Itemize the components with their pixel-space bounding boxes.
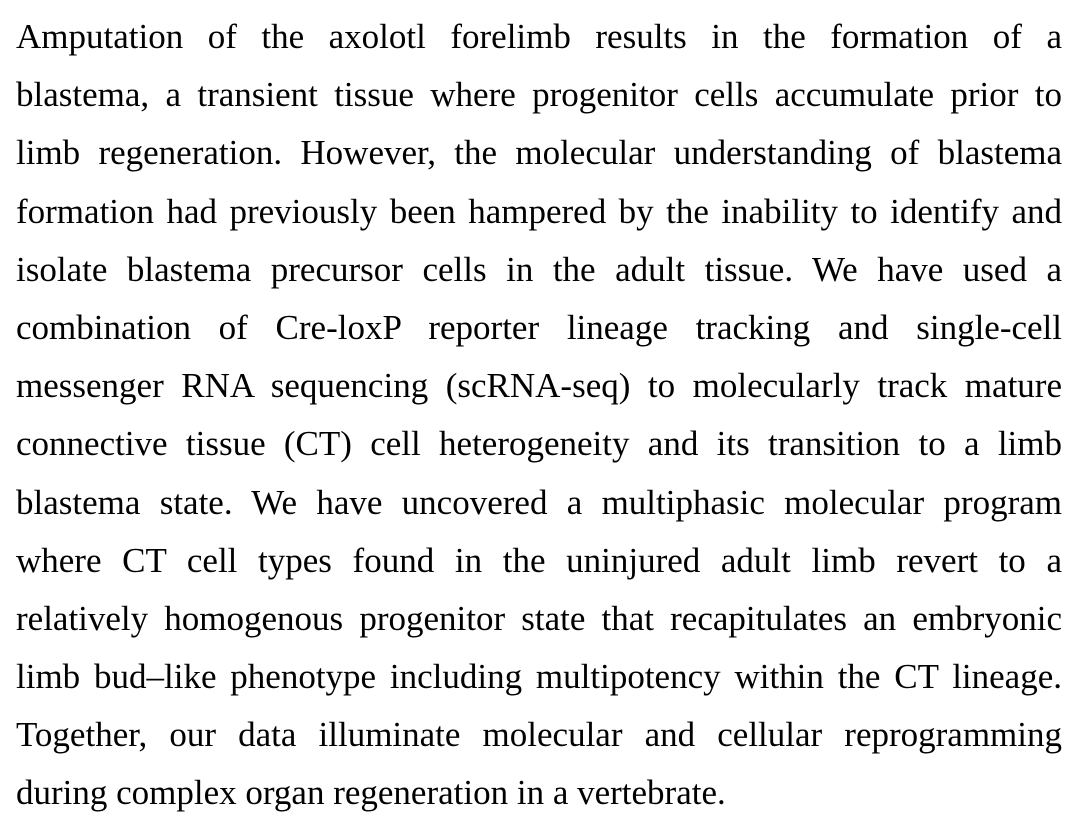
text-line: messenger RNA sequencing (scRNA-seq) to molecularly track mature	[16, 366, 1062, 406]
text-line-last: during complex organ regeneration in a vertebrate.	[16, 773, 726, 813]
text-line: blastema state. We have uncovered a multiphasic molecular program	[16, 482, 1062, 522]
text-line: limb bud–like phenotype including multipotency within the CT lineage.	[16, 657, 1062, 697]
text-line: blastema, a transient tissue where progenitor cells accumulate prior to	[16, 75, 1062, 115]
text-line: where CT cell types found in the uninjured adult limb revert to a	[16, 540, 1062, 580]
text-line: relatively homogenous progenitor state that recapitulates an embryonic	[16, 598, 1062, 638]
text-line: Amputation of the axolotl forelimb results in the formation of a	[16, 17, 1062, 56]
text-line: connective tissue (CT) cell heterogeneity and its transition to a limb	[16, 424, 1062, 464]
abstract-paragraph	[16, 8, 1062, 823]
text-line: limb regeneration. However, the molecular understanding of blastema	[16, 133, 1062, 173]
text-line: formation had previously been hampered by the inability to identify and	[16, 191, 1062, 231]
text-line: isolate blastema precursor cells in the adult tissue. We have used a	[16, 249, 1062, 289]
text-line: Together, our data illuminate molecular and cellular reprogramming	[16, 715, 1062, 755]
text-line: combination of Cre-loxP reporter lineage tracking and single-cell	[16, 307, 1062, 347]
